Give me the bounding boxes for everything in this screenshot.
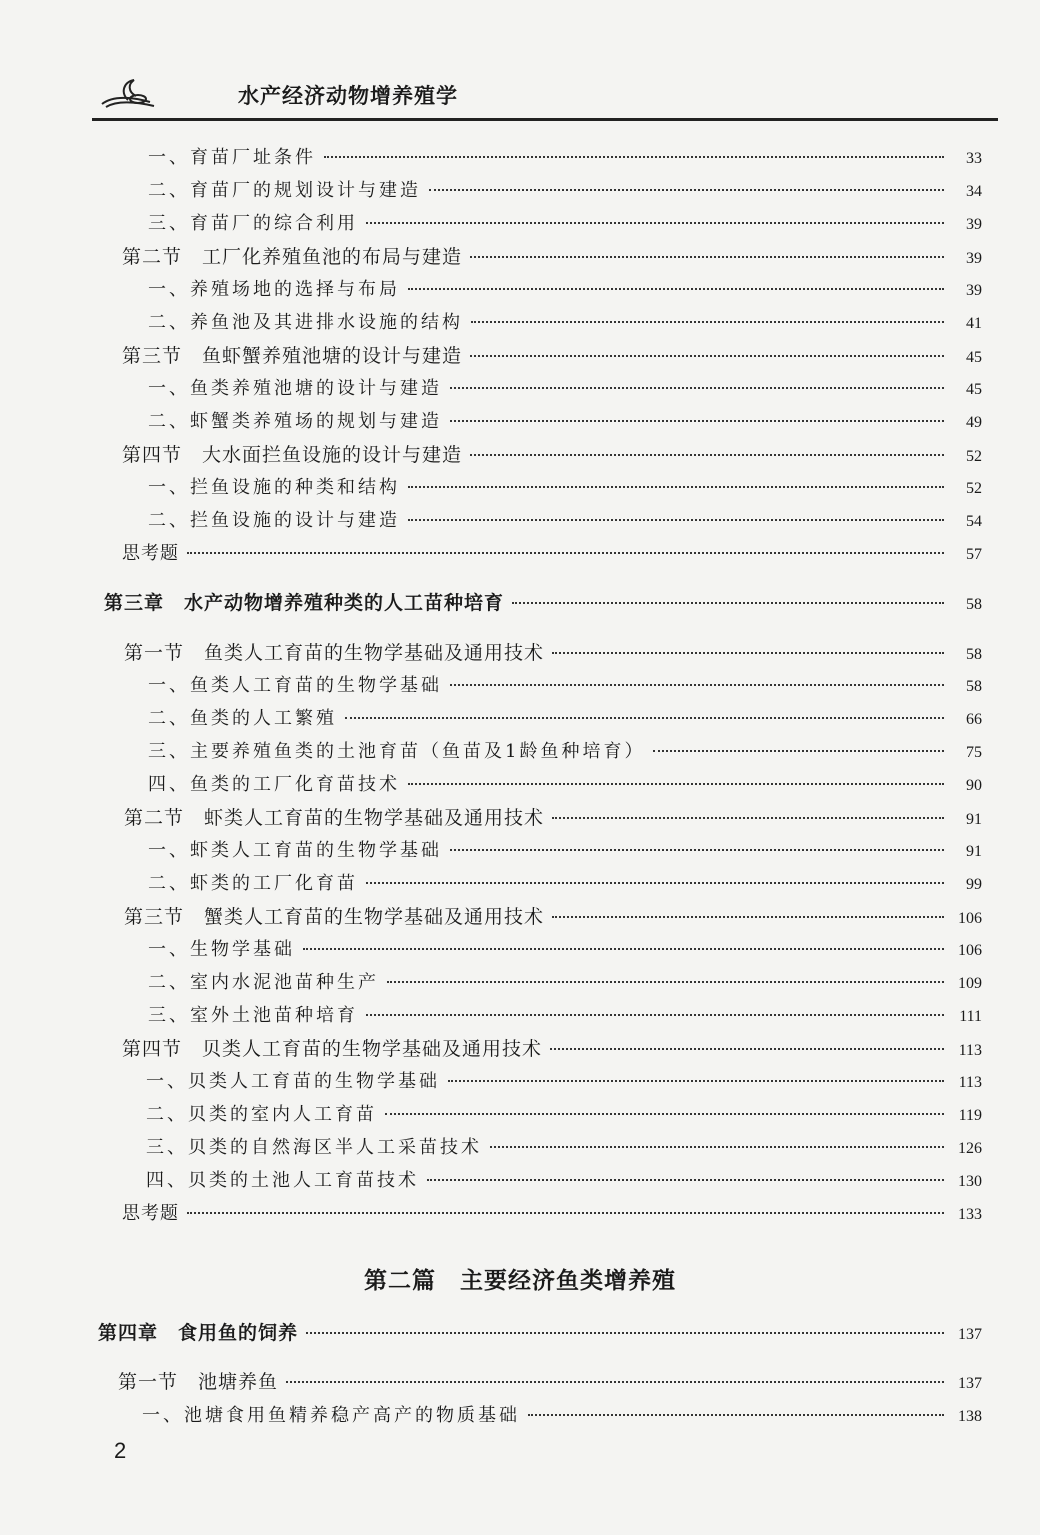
toc-entry[interactable] (124, 638, 982, 671)
leader-dots (385, 1112, 944, 1115)
toc-entry-page: 66 (966, 711, 982, 728)
leader-dots (470, 354, 944, 357)
page-number: 2 (114, 1438, 127, 1463)
toc-entry-label: 第一节 鱼类人工育苗的生物学基础及通用技术 (124, 642, 545, 664)
toc-entry-label: 二、鱼类的人工繁殖 (148, 708, 337, 729)
toc-entry-page: 119 (958, 1107, 982, 1124)
toc-entry[interactable] (148, 836, 982, 869)
toc-entry-page: 133 (958, 1206, 982, 1223)
leader-dots (470, 255, 944, 258)
toc-entry-label: 第三节 蟹类人工育苗的生物学基础及通用技术 (124, 906, 545, 928)
toc-entry-page: 137 (958, 1375, 982, 1392)
toc-entry-label: 四、贝类的土池人工育苗技术 (146, 1170, 419, 1191)
leader-dots (345, 716, 944, 719)
toc-entry-page: 90 (966, 777, 982, 794)
running-header (92, 70, 998, 120)
toc-entry-label: 三、育苗厂的综合利用 (148, 213, 358, 234)
toc-entry[interactable] (148, 176, 982, 209)
toc-entry-label: 一、育苗厂址条件 (148, 147, 316, 168)
toc-entry[interactable] (148, 407, 982, 440)
toc-entry[interactable] (148, 308, 982, 341)
toc-entry-label: 二、室内水泥池苗种生产 (148, 972, 379, 993)
leader-dots (366, 881, 944, 884)
toc-entry[interactable] (148, 275, 982, 308)
toc-entry[interactable] (118, 1367, 982, 1400)
toc-entry-label: 第二节 虾类人工育苗的生物学基础及通用技术 (124, 807, 545, 829)
leader-dots (552, 651, 944, 654)
toc-entry-label: 一、鱼类人工育苗的生物学基础 (148, 675, 442, 696)
leader-dots (470, 453, 944, 456)
leader-dots (408, 287, 944, 290)
toc-entry[interactable] (148, 143, 982, 176)
toc-entry-page: 111 (959, 1008, 982, 1025)
toc-entry-label: 一、鱼类养殖池塘的设计与建造 (148, 378, 442, 399)
book-logo-icon (98, 74, 158, 112)
toc-entry-page: 54 (966, 513, 982, 530)
toc-entry-page: 99 (966, 876, 982, 893)
leader-dots (490, 1145, 944, 1148)
toc-entry-page: 75 (966, 744, 982, 761)
toc-entry[interactable] (146, 1067, 982, 1100)
toc-entry-label: 四、鱼类的工厂化育苗技术 (148, 774, 400, 795)
toc-entry-page: 58 (966, 678, 982, 695)
toc-entry[interactable] (122, 539, 982, 572)
toc-entry-label: 思考题 (122, 543, 179, 564)
toc-entry[interactable] (104, 588, 982, 621)
toc-entry[interactable] (142, 1401, 982, 1434)
toc-entry-page: 126 (958, 1140, 982, 1157)
toc-entry-label: 一、池塘食用鱼精养稳产高产的物质基础 (142, 1405, 520, 1426)
leader-dots (550, 1047, 944, 1050)
toc-entry-page: 39 (966, 250, 982, 267)
leader-dots (366, 221, 944, 224)
toc-entry-page: 33 (966, 150, 982, 167)
leader-dots (286, 1380, 944, 1383)
toc-entry-page: 106 (958, 910, 982, 927)
toc-entry-page: 52 (966, 480, 982, 497)
leader-dots (528, 1413, 944, 1416)
part-title: 第二篇 主要经济鱼类增养殖 (364, 1268, 676, 1294)
leader-dots (552, 915, 944, 918)
leader-dots (408, 485, 944, 488)
toc-entry[interactable] (148, 209, 982, 242)
leader-dots (448, 1079, 944, 1082)
toc-entry[interactable] (122, 1034, 982, 1067)
toc-entry-page: 109 (958, 975, 982, 992)
leader-dots (653, 749, 944, 752)
toc-entry[interactable] (146, 1166, 982, 1199)
toc-entry-label: 第四节 贝类人工育苗的生物学基础及通用技术 (122, 1038, 543, 1060)
toc-entry-page: 49 (966, 414, 982, 431)
toc-entry[interactable] (146, 1100, 982, 1133)
toc-entry[interactable] (148, 935, 982, 968)
toc-entry-page: 137 (958, 1326, 982, 1343)
leader-dots (512, 601, 944, 604)
toc-entry-label: 思考题 (122, 1203, 179, 1224)
toc-entry[interactable] (124, 803, 982, 836)
leader-dots (552, 816, 944, 819)
leader-dots (303, 947, 944, 950)
toc-entry[interactable] (122, 242, 982, 275)
toc-entry-label: 二、养鱼池及其进排水设施的结构 (148, 312, 463, 333)
toc-entry-page: 113 (958, 1042, 982, 1059)
toc-entry-label: 第三节 鱼虾蟹养殖池塘的设计与建造 (122, 345, 463, 367)
toc-entry-page: 91 (966, 843, 982, 860)
header-rule (92, 118, 998, 121)
toc-entry[interactable] (148, 737, 982, 770)
toc-entry-label: 二、虾蟹类养殖场的规划与建造 (148, 411, 442, 432)
toc-entry-page: 57 (966, 546, 982, 563)
book-title: 水产经济动物增养殖学 (238, 84, 458, 108)
leader-dots (429, 188, 944, 191)
toc-entry-page: 45 (966, 381, 982, 398)
toc-entry[interactable] (148, 374, 982, 407)
toc-entry-page: 41 (966, 315, 982, 332)
toc-entry-label: 二、贝类的室内人工育苗 (146, 1104, 377, 1125)
leader-dots (427, 1178, 944, 1181)
toc-entry-label: 第一节 池塘养鱼 (118, 1371, 279, 1393)
toc-entry-page: 130 (958, 1173, 982, 1190)
leader-dots (450, 386, 944, 389)
toc-entry-page: 113 (958, 1074, 982, 1091)
leader-dots (450, 419, 944, 422)
leader-dots (306, 1331, 944, 1334)
toc-entry[interactable] (122, 440, 982, 473)
leader-dots (366, 1013, 944, 1016)
toc-entry-page: 52 (966, 448, 982, 465)
toc-entry[interactable] (148, 473, 982, 506)
toc-entry-page: 91 (966, 811, 982, 828)
toc-entry-page: 39 (966, 216, 982, 233)
toc-entry-label: 三、主要养殖鱼类的土池育苗（鱼苗及1龄鱼种培育） (148, 741, 646, 762)
toc-entry-page: 106 (958, 942, 982, 959)
toc-entry-page: 45 (966, 349, 982, 366)
toc-entry-label: 一、生物学基础 (148, 939, 295, 960)
leader-dots (408, 518, 944, 521)
leader-dots (471, 320, 944, 323)
toc-entry-label: 一、拦鱼设施的种类和结构 (148, 477, 400, 498)
toc-entry[interactable] (148, 1001, 982, 1034)
leader-dots (187, 1211, 944, 1214)
toc-entry-page: 34 (966, 183, 982, 200)
toc-entry-label: 第二节 工厂化养殖鱼池的布局与建造 (122, 246, 463, 268)
toc-entry[interactable] (148, 704, 982, 737)
toc-entry-label: 一、贝类人工育苗的生物学基础 (146, 1071, 440, 1092)
leader-dots (408, 782, 944, 785)
toc-entry[interactable] (98, 1318, 982, 1351)
toc-entry-label: 第四章 食用鱼的饲养 (98, 1322, 299, 1344)
toc-entry[interactable] (148, 506, 982, 539)
leader-dots (324, 155, 944, 158)
toc-entry[interactable] (122, 341, 982, 374)
toc-entry[interactable] (146, 1133, 982, 1166)
toc-entry-page: 39 (966, 282, 982, 299)
leader-dots (387, 980, 944, 983)
toc-entry-label: 第四节 大水面拦鱼设施的设计与建造 (122, 444, 463, 466)
toc-entry-page: 138 (958, 1408, 982, 1425)
toc-entry-page: 58 (966, 646, 982, 663)
toc-entry-label: 三、贝类的自然海区半人工采苗技术 (146, 1137, 482, 1158)
toc-entry-label: 二、拦鱼设施的设计与建造 (148, 510, 400, 531)
toc-entry-label: 二、虾类的工厂化育苗 (148, 873, 358, 894)
toc-entry[interactable] (148, 770, 982, 803)
toc-entry[interactable] (148, 869, 982, 902)
toc-entry[interactable] (122, 1199, 982, 1232)
toc-entry-label: 一、虾类人工育苗的生物学基础 (148, 840, 442, 861)
toc-entry-page: 58 (966, 596, 982, 613)
leader-dots (450, 683, 944, 686)
toc-entry-label: 三、室外土池苗种培育 (148, 1005, 358, 1026)
toc-entry-label: 二、育苗厂的规划设计与建造 (148, 180, 421, 201)
toc-entry-label: 一、养殖场地的选择与布局 (148, 279, 400, 300)
toc-entry[interactable] (148, 671, 982, 704)
toc-entry-label: 第三章 水产动物增养殖种类的人工苗种培育 (104, 592, 505, 614)
toc-entry[interactable] (124, 902, 982, 935)
toc-entry[interactable] (148, 968, 982, 1001)
leader-dots (187, 551, 944, 554)
leader-dots (450, 848, 944, 851)
